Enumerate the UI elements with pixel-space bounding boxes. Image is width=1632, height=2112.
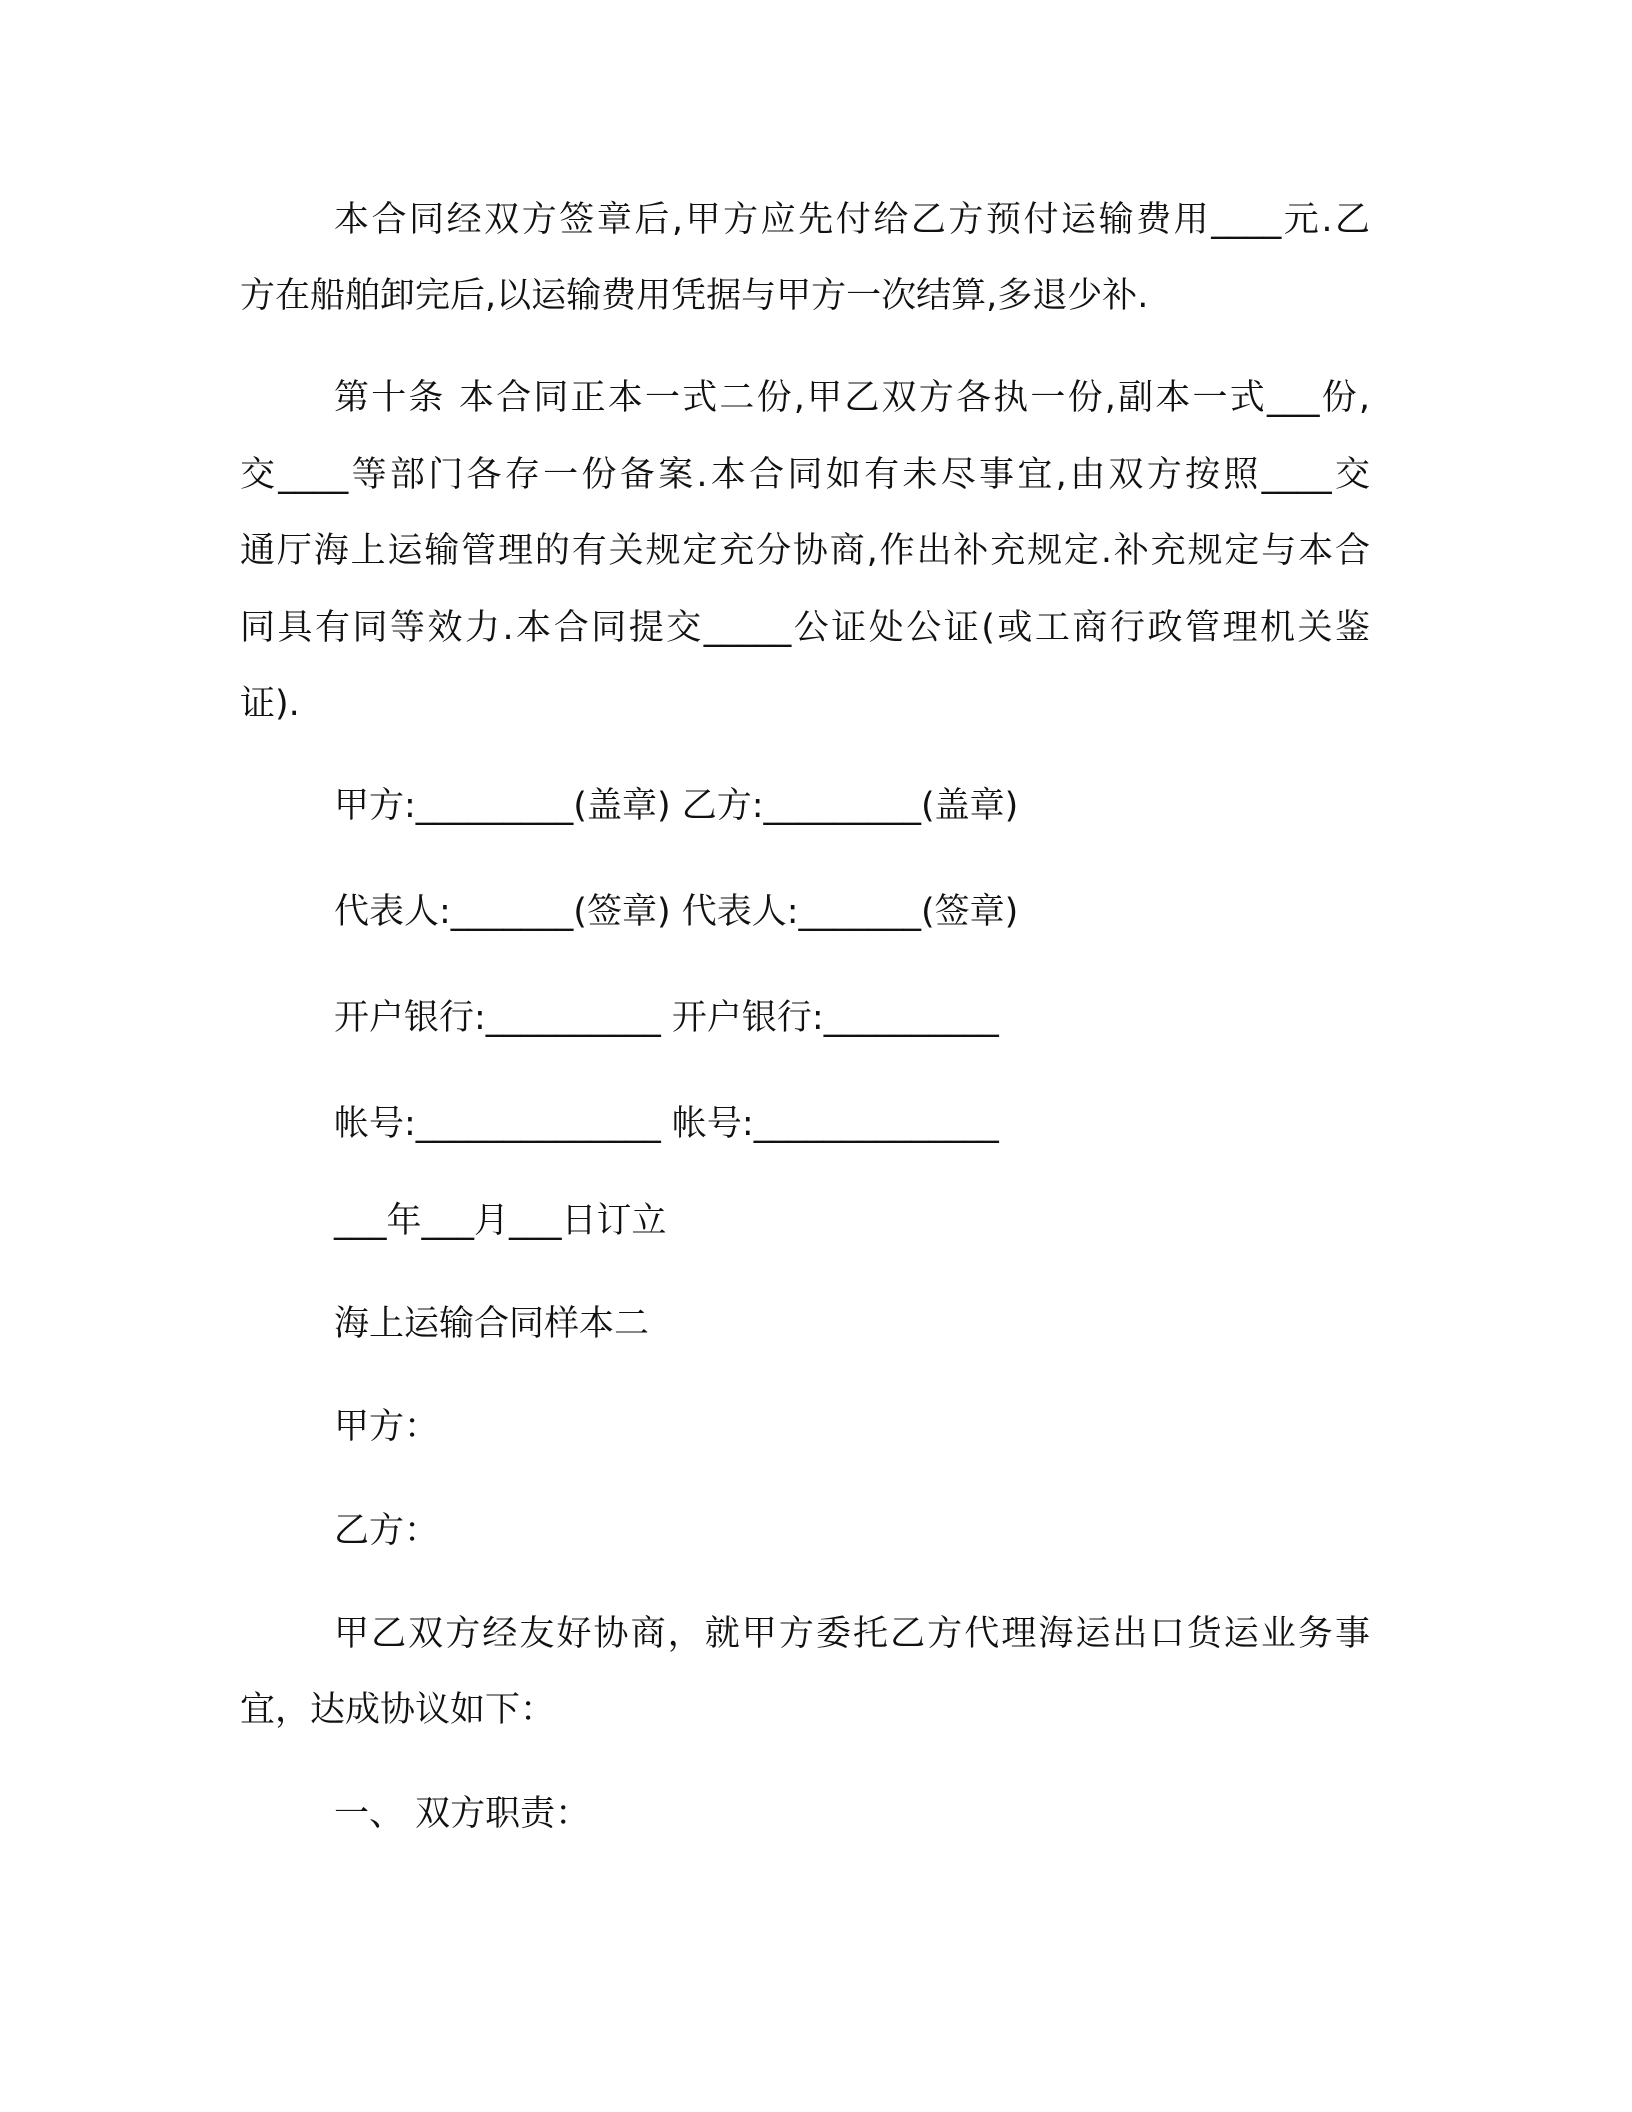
sample-two-title: 海上运输合同样本二 xyxy=(334,1304,650,1344)
signature-bank-line: 开户银行:__________ 开户银行:__________ xyxy=(334,998,999,1038)
sample-two-party-b: 乙方： xyxy=(334,1511,440,1551)
paragraph-2-line-5: 证). xyxy=(240,684,300,724)
signature-representative-line: 代表人:_______(签章) 代表人:_______(签章) xyxy=(334,892,1019,932)
sample-two-section-1-heading: 一、 双方职责： xyxy=(334,1794,591,1834)
paragraph-1-line-2: 方在船舶卸完后,以运输费用凭据与甲方一次结算,多退少补. xyxy=(240,276,1149,316)
signature-party-line: 甲方:_________(盖章) 乙方:_________(盖章) xyxy=(334,786,1019,826)
sample-two-intro-line-2: 宜，达成协议如下： xyxy=(240,1690,556,1730)
paragraph-2-line-1: 第十条 本合同正本一式二份,甲乙双方各执一份,副本一式___份, xyxy=(334,378,1370,418)
signature-account-line: 帐号:______________ 帐号:______________ xyxy=(334,1104,999,1144)
sample-two-intro-line-1: 甲乙双方经友好协商，就甲方委托乙方代理海运出口货运业务事 xyxy=(334,1614,1370,1654)
paragraph-2-line-4: 同具有同等效力.本合同提交_____公证处公证(或工商行政管理机关鉴 xyxy=(240,608,1370,648)
signature-date-line: ___年___月___日订立 xyxy=(334,1201,667,1241)
sample-two-party-a: 甲方： xyxy=(334,1407,440,1447)
paragraph-2-line-3: 通厅海上运输管理的有关规定充分协商,作出补充规定.补充规定与本合 xyxy=(240,531,1370,571)
paragraph-2-line-2: 交____等部门各存一份备案.本合同如有未尽事宜,由双方按照____交 xyxy=(240,455,1370,495)
paragraph-1-line-1: 本合同经双方签章后,甲方应先付给乙方预付运输费用____元.乙 xyxy=(334,200,1370,240)
